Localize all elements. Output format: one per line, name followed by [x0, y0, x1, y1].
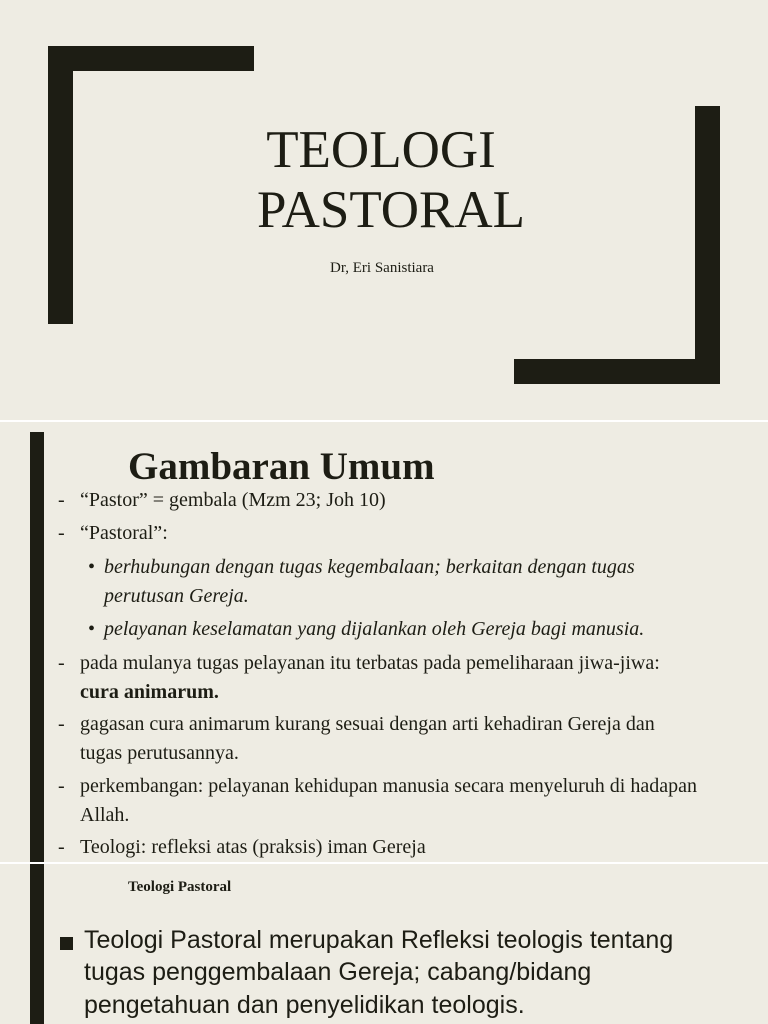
title-slide: [0, 0, 768, 420]
bullet-icon: •: [88, 556, 96, 578]
subtitle-author: Dr, Eri Sanistiara: [330, 260, 434, 276]
sub-item-2: pelayanan keselamatan yang dijalankan oleh Gereja bagi manusia.: [104, 618, 645, 640]
dash-marker: -: [58, 775, 65, 797]
left-accent-bar: [30, 432, 44, 862]
content-slide: [0, 422, 768, 862]
dash-marker: -: [58, 489, 65, 511]
dash-marker: -: [58, 652, 65, 674]
definition-line-2: tugas penggembalaan Gereja; cabang/bidang: [84, 958, 592, 986]
list-item-perkembangan-line-1: perkembangan: pelayanan kehidupan manusia secara menyeluruh di hadapan: [80, 775, 697, 797]
frame-top-left-horizontal: [48, 46, 254, 71]
title-line-1: TEOLOGI: [266, 121, 496, 179]
list-item-gagasan-line-2: tugas perutusannya.: [80, 742, 239, 764]
sub-item-1-line-1: berhubungan dengan tugas kegembalaan; berkaitan dengan tugas: [104, 556, 635, 578]
definition-line-1: Teologi Pastoral merupakan Refleksi teologis tentang: [84, 926, 674, 954]
list-item-pastor: “Pastor” = gembala (Mzm 23; Joh 10): [80, 489, 386, 511]
list-item-pastoral: “Pastoral”:: [80, 522, 168, 544]
dash-marker: -: [58, 836, 65, 858]
square-bullet-icon: [60, 937, 73, 950]
definition-slide: [0, 864, 768, 1024]
list-item-mulanya-line-1: pada mulanya tugas pelayanan itu terbatas pada pemeliharaan jiwa-jiwa:: [80, 652, 660, 674]
list-item-perkembangan-line-2: Allah.: [80, 804, 130, 826]
title-line-2: PASTORAL: [256, 181, 526, 239]
dash-marker: -: [58, 713, 65, 735]
bullet-icon: •: [88, 618, 96, 640]
list-item-mulanya-line-2: cura animarum.: [80, 681, 219, 703]
dash-marker: -: [58, 522, 65, 544]
sub-item-1-line-2: perutusan Gereja.: [104, 585, 249, 607]
list-item-teologi: Teologi: refleksi atas (praksis) iman Gereja: [80, 836, 426, 858]
slide-heading: Gambaran Umum: [128, 445, 435, 488]
list-item-gagasan-line-1: gagasan cura animarum kurang sesuai dengan arti kehadiran Gereja dan: [80, 713, 655, 735]
definition-line-3: pengetahuan dan penyelidikan teologis.: [84, 991, 525, 1019]
frame-bottom-right-horizontal: [514, 359, 720, 384]
left-accent-bar: [30, 864, 44, 1024]
slide-small-title: Teologi Pastoral: [128, 879, 232, 895]
